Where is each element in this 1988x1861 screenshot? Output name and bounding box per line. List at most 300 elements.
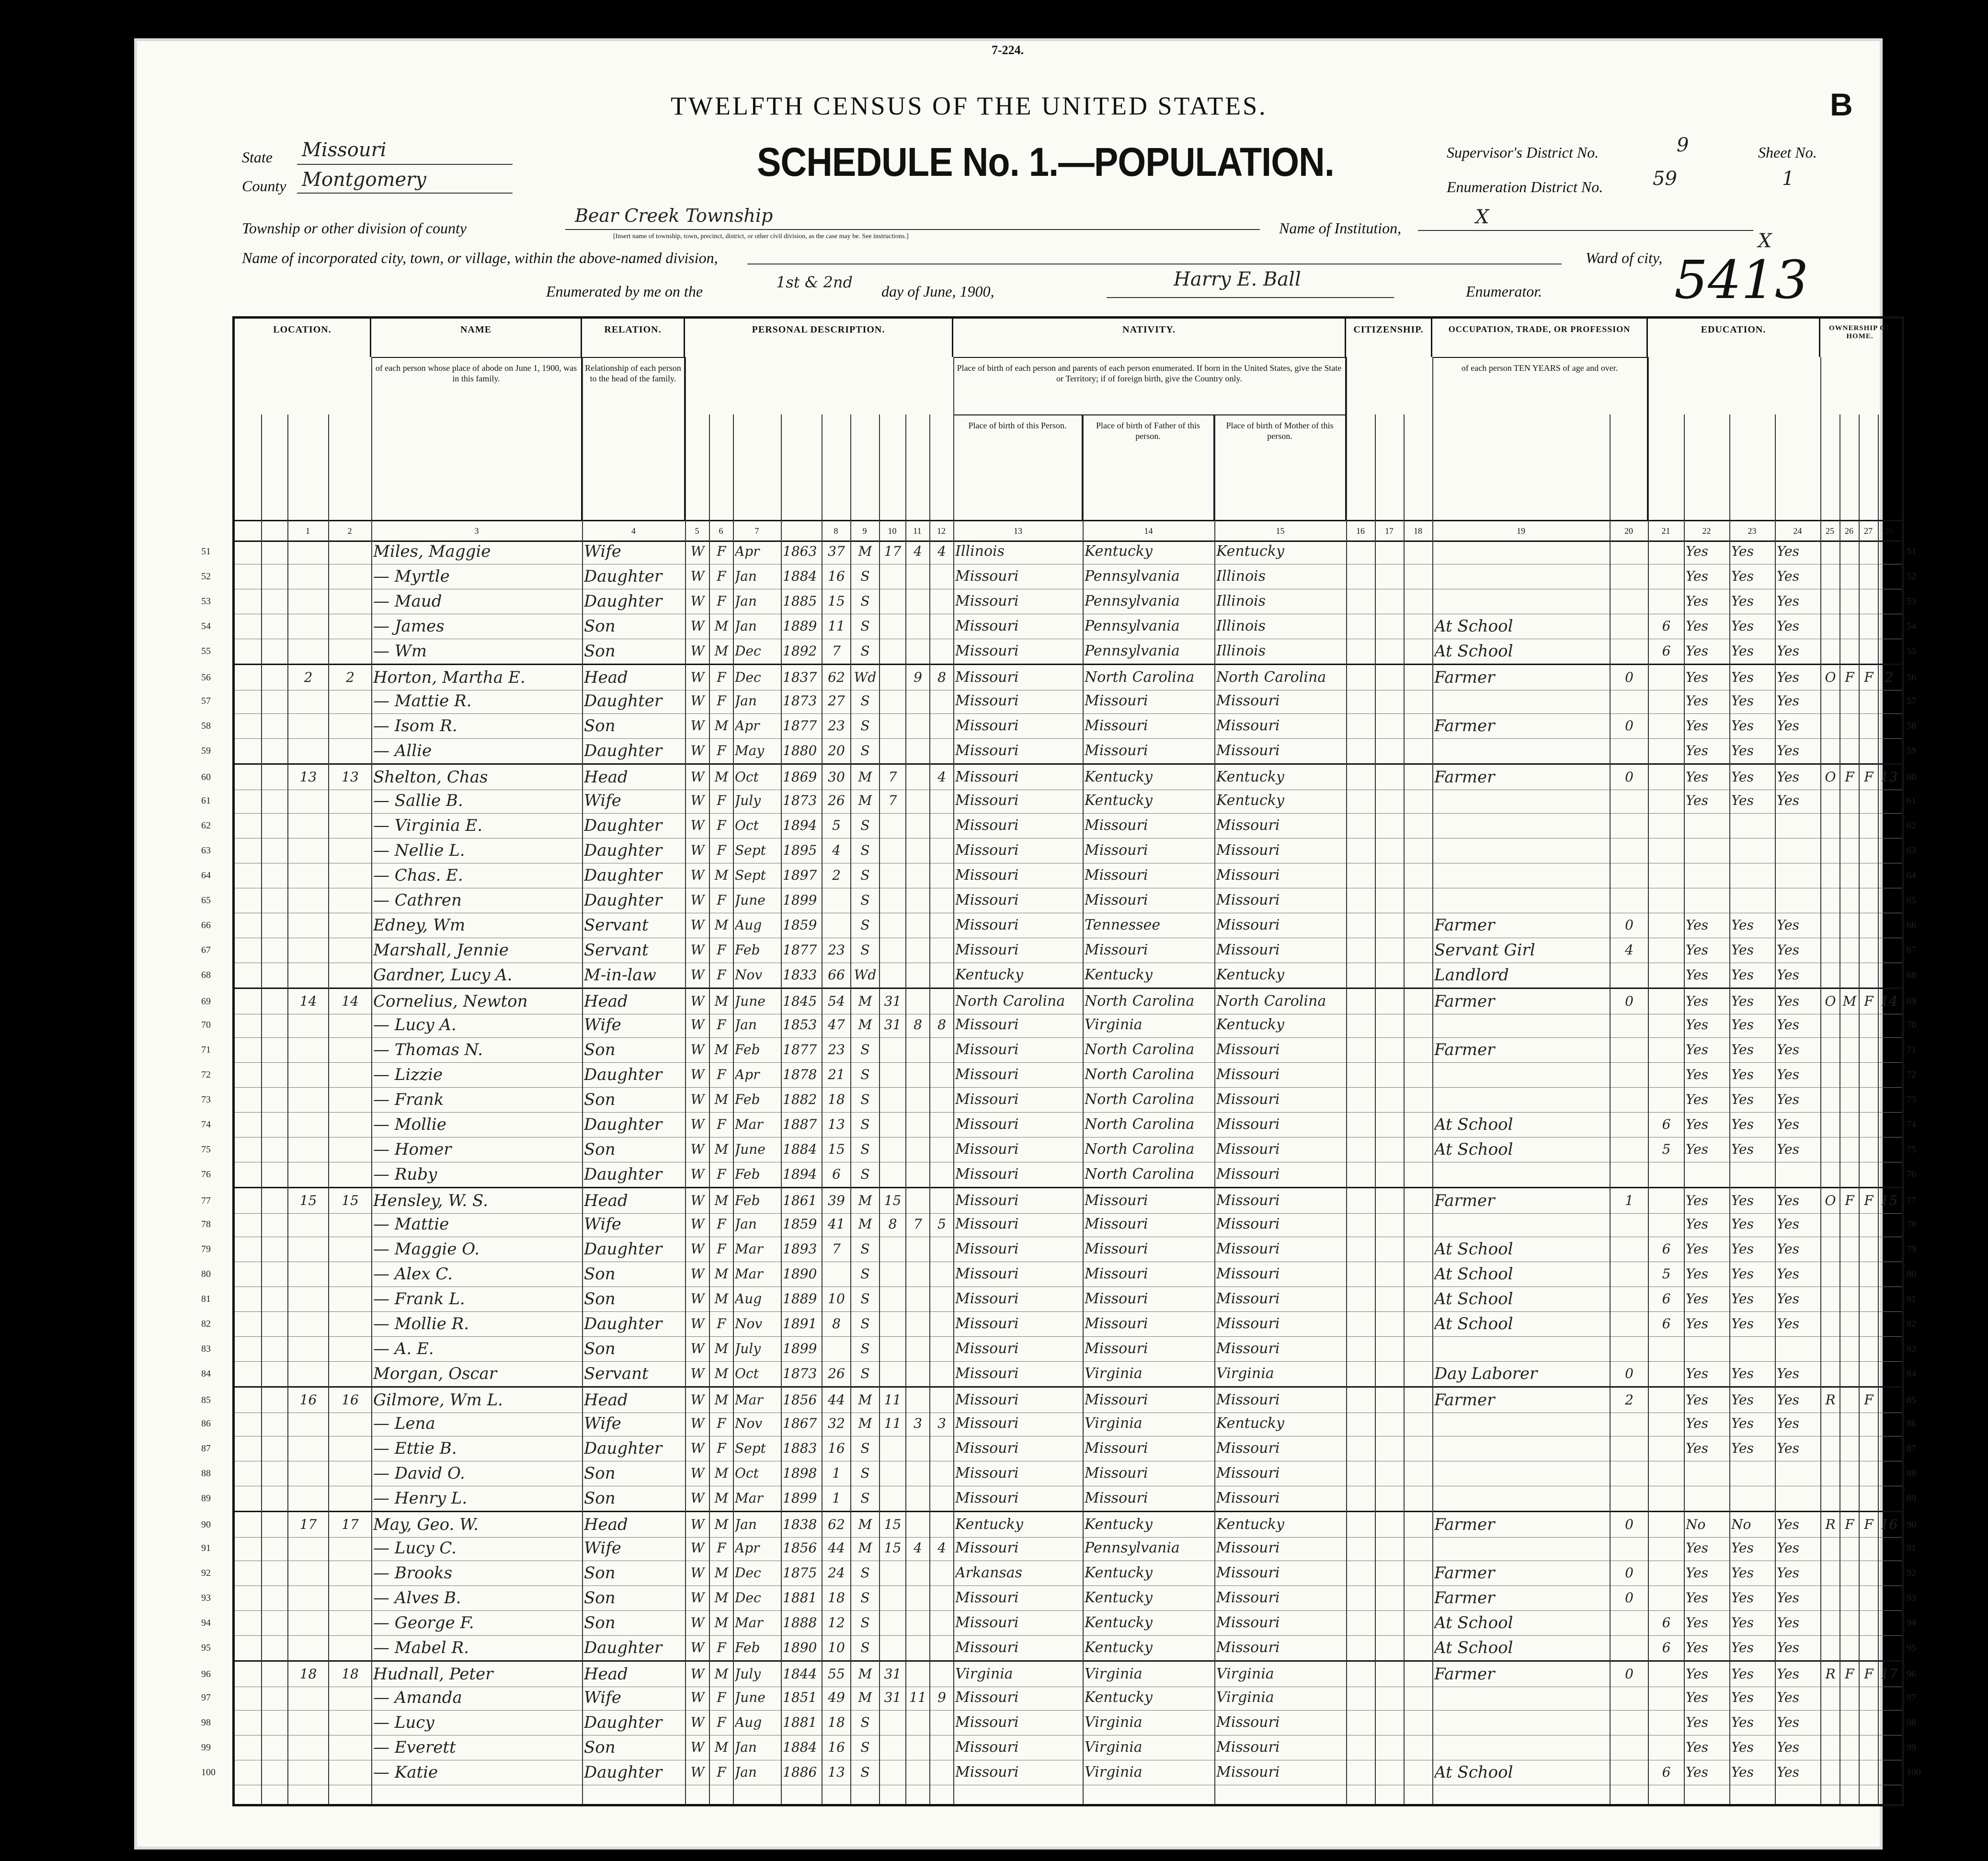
cell-relation: Son [584, 1140, 616, 1159]
cell-years-married [881, 689, 904, 713]
cell-father: Pennsylvania [1085, 568, 1180, 585]
cell-mother: Missouri [1216, 1066, 1280, 1083]
cell-name: Marshall, Jennie [373, 941, 509, 960]
cell-name: — Lucy A. [373, 1015, 457, 1034]
table-row [201, 988, 1916, 1014]
cell-birth: Missouri [955, 942, 1019, 958]
cell-farm [1861, 1037, 1877, 1062]
cell-dwelling [289, 1710, 327, 1735]
column-number: 14 [1144, 526, 1153, 536]
cell-english: Yes [1777, 1714, 1799, 1730]
cell-family [330, 713, 370, 738]
cell-schedule [1880, 1461, 1898, 1486]
cell-months [1611, 539, 1647, 564]
cell-family [330, 589, 370, 614]
cell-years-married [881, 665, 904, 690]
table-row [201, 1112, 1916, 1137]
cell-months: 0 [1625, 1565, 1634, 1581]
cell-birth: Missouri [955, 1589, 1019, 1606]
cell-sex: M [714, 1141, 729, 1157]
cell-family: 16 [342, 1392, 359, 1408]
line-number: 68 [201, 970, 211, 980]
cell-sex: F [717, 892, 726, 908]
cell-family [330, 1486, 370, 1511]
group-nativity: NATIVITY. [953, 319, 1346, 357]
cell-read: Yes [1686, 967, 1708, 983]
cell-occupation: At School [1434, 1763, 1513, 1782]
cell-write: Yes [1731, 568, 1754, 584]
cell-month: June [735, 993, 765, 1009]
group-location: LOCATION. [235, 319, 371, 357]
cell-dwelling [289, 1735, 327, 1760]
cell-sex: F [717, 1017, 726, 1033]
line-number-right: 92 [1907, 1568, 1916, 1578]
cell-free [1841, 1237, 1858, 1262]
line-number-right: 87 [1907, 1443, 1916, 1454]
archive-stamp: 5413 [1674, 249, 1808, 310]
cell-father: Missouri [1085, 817, 1148, 834]
cell-children [907, 689, 928, 713]
cell-schedule [1880, 713, 1898, 738]
cell-english: Yes [1777, 593, 1799, 609]
line-number: 53 [201, 596, 211, 607]
cell-relation: Head [584, 992, 628, 1011]
column-number: 3 [474, 526, 479, 536]
cell-marital: M [858, 1415, 872, 1431]
cell-family [330, 788, 370, 813]
cell-living [931, 689, 952, 713]
cell-age: 30 [828, 769, 845, 785]
cell-school [1650, 1162, 1683, 1187]
column-number: 11 [913, 526, 922, 536]
cell-age: 55 [828, 1666, 845, 1682]
cell-school: 6 [1662, 1764, 1671, 1780]
cell-birth: Missouri [955, 1241, 1019, 1257]
cell-age [823, 1336, 849, 1361]
cell-years-married [881, 1287, 904, 1311]
cell-dwelling [289, 539, 327, 564]
cell-schedule [1880, 1137, 1898, 1162]
cell-dwelling [289, 1610, 327, 1635]
cell-month: Nov [735, 1415, 763, 1431]
cell-months [1611, 1162, 1647, 1187]
cell-sex: F [717, 1415, 726, 1431]
cell-write: Yes [1731, 993, 1754, 1009]
cell-farm [1861, 564, 1877, 589]
table-row [201, 1212, 1916, 1237]
cell-marital: M [858, 1540, 872, 1556]
cell-father: Kentucky [1085, 1589, 1153, 1606]
line-number: 94 [201, 1618, 211, 1628]
cell-mother: Illinois [1216, 643, 1266, 659]
cell-years-married: 7 [888, 793, 897, 808]
cell-birth: Missouri [955, 1714, 1019, 1731]
cell-mother: Kentucky [1216, 966, 1284, 983]
cell-write: Yes [1731, 1316, 1754, 1332]
cell-dwelling [289, 1212, 327, 1237]
cell-birth: Missouri [955, 1265, 1019, 1282]
cell-age: 15 [828, 593, 845, 609]
cell-write: Yes [1731, 1216, 1754, 1232]
cell-school [1650, 589, 1683, 614]
cell-mother: North Carolina [1216, 669, 1326, 686]
cell-living [931, 1512, 952, 1537]
cell-schedule [1880, 639, 1898, 664]
cell-family [330, 1635, 370, 1660]
cell-farm [1861, 1361, 1877, 1386]
cell-color: W [690, 1017, 705, 1033]
cell-write [1731, 888, 1774, 913]
cell-read: Yes [1686, 942, 1708, 958]
cell-read: Yes [1686, 743, 1708, 758]
cell-months [1611, 614, 1647, 639]
cell-occupation [1434, 788, 1609, 813]
cell-read: Yes [1686, 917, 1708, 933]
table-row [201, 689, 1916, 714]
cell-months [1611, 1287, 1647, 1311]
cell-read: Yes [1686, 1216, 1708, 1232]
cell-own [1822, 1162, 1839, 1187]
cell-schedule [1880, 1287, 1898, 1311]
column-number: 25 [1826, 526, 1834, 536]
cell-write [1731, 1336, 1774, 1361]
table-row [201, 1486, 1916, 1511]
cell-sex: F [717, 568, 726, 584]
cell-free [1841, 1137, 1858, 1162]
cell-month: Feb [735, 1042, 760, 1057]
cell-mother: Virginia [1216, 1689, 1274, 1706]
cell-school [1650, 713, 1683, 738]
cell-year: 1859 [783, 1216, 817, 1232]
cell-family: 13 [342, 769, 359, 785]
cell-name: Cornelius, Newton [373, 992, 528, 1011]
cell-read: Yes [1686, 1739, 1708, 1755]
cell-own [1822, 1760, 1839, 1785]
cell-mother: Missouri [1216, 1739, 1280, 1756]
cell-name: — George F. [373, 1613, 474, 1632]
cell-father: Missouri [1085, 892, 1148, 908]
table-row [201, 539, 1916, 564]
cell-month: Apr [735, 1067, 760, 1082]
cell-color: W [690, 1465, 705, 1481]
cell-own: O [1825, 769, 1836, 785]
cell-own [1822, 1311, 1839, 1336]
cell-read [1686, 813, 1728, 838]
cell-marital: S [860, 1714, 870, 1730]
cell-family [330, 1012, 370, 1037]
cell-free [1841, 1361, 1858, 1386]
cell-age: 23 [828, 718, 845, 734]
cell-own: O [1825, 993, 1836, 1009]
cell-birth: Missouri [955, 1091, 1019, 1108]
line-number: 90 [201, 1519, 211, 1530]
table-row [201, 1361, 1916, 1387]
line-number-right: 61 [1907, 795, 1916, 806]
cell-living [931, 1585, 952, 1610]
column-divider [850, 414, 851, 1804]
cell-write [1731, 863, 1774, 888]
cell-schedule [1880, 1635, 1898, 1660]
cell-family [330, 1237, 370, 1262]
table-row [201, 1311, 1916, 1337]
cell-years-married: 17 [884, 543, 902, 559]
cell-living [931, 863, 952, 888]
cell-own [1822, 1411, 1839, 1436]
cell-family [330, 1087, 370, 1112]
line-number: 93 [201, 1593, 211, 1603]
line-number: 77 [201, 1195, 211, 1206]
cell-living [931, 639, 952, 664]
cell-children [907, 589, 928, 614]
cell-dwelling [289, 1137, 327, 1162]
cell-mother: Missouri [1216, 1564, 1280, 1581]
cell-relation: Head [584, 1515, 628, 1534]
cell-name: — Mattie [373, 1215, 449, 1234]
cell-living: 5 [937, 1216, 946, 1232]
cell-year: 1894 [783, 817, 817, 833]
cell-school [1650, 989, 1683, 1014]
cell-occupation: Farmer [1434, 1563, 1495, 1583]
cell-year: 1884 [783, 1141, 817, 1157]
cell-years-married [881, 713, 904, 738]
column-divider [1083, 414, 1084, 1804]
cell-sex: F [717, 842, 726, 858]
cell-years-married [881, 938, 904, 963]
cell-read: Yes [1686, 543, 1708, 559]
cell-color: W [690, 718, 705, 734]
cell-year: 1880 [783, 743, 817, 758]
line-number: 97 [201, 1692, 211, 1703]
cell-year: 1899 [783, 892, 817, 908]
cell-father: Missouri [1085, 1290, 1148, 1307]
cell-marital: S [860, 867, 870, 883]
cell-years-married [881, 1486, 904, 1511]
cell-english: Yes [1777, 1141, 1799, 1157]
cell-school [1650, 1536, 1683, 1561]
cell-dwelling [289, 1585, 327, 1610]
cell-children [907, 838, 928, 863]
cell-children: 4 [914, 1540, 922, 1556]
cell-schedule [1880, 1585, 1898, 1610]
cell-read: Yes [1686, 1316, 1708, 1332]
cell-years-married [881, 1112, 904, 1137]
line-number: 56 [201, 672, 211, 683]
cell-sex: M [714, 1490, 729, 1506]
cell-living [931, 913, 952, 938]
cell-children [907, 1512, 928, 1537]
cell-english: Yes [1777, 1540, 1799, 1556]
cell-schedule [1880, 1012, 1898, 1037]
cell-father: Missouri [1085, 1216, 1148, 1232]
cell-color: W [690, 1666, 705, 1682]
cell-own [1822, 1037, 1839, 1062]
column-divider [1432, 357, 1433, 1804]
cell-children [907, 1311, 928, 1336]
cell-father: Virginia [1085, 1739, 1143, 1756]
column-divider [1610, 414, 1611, 1804]
cell-father: North Carolina [1085, 993, 1195, 1010]
cell-birth: Missouri [955, 1141, 1019, 1158]
cell-schedule: 15 [1880, 1193, 1898, 1208]
cell-occupation [1434, 1162, 1609, 1187]
cell-year: 1856 [783, 1540, 817, 1556]
cell-month: Apr [735, 718, 760, 734]
cell-birth: Missouri [955, 1689, 1019, 1706]
cell-family [330, 1610, 370, 1635]
cell-free [1841, 1486, 1858, 1511]
cell-months [1611, 1012, 1647, 1037]
line-number-right: 91 [1907, 1543, 1916, 1553]
cell-months [1611, 788, 1647, 813]
cell-english: Yes [1777, 942, 1799, 958]
cell-read [1686, 1461, 1728, 1486]
cell-read: Yes [1686, 1615, 1708, 1631]
cell-write: Yes [1731, 917, 1754, 933]
cell-years-married [881, 838, 904, 863]
line-number: 54 [201, 621, 211, 632]
cell-dwelling [289, 1760, 327, 1785]
cell-school [1650, 813, 1683, 838]
column-divider [953, 357, 954, 1804]
cell-marital: S [860, 1366, 870, 1381]
cell-school [1650, 1336, 1683, 1361]
cell-name: — Lucy [373, 1713, 434, 1732]
cell-free [1841, 1536, 1858, 1561]
cell-write: Yes [1731, 1017, 1754, 1033]
cell-family [330, 813, 370, 838]
cell-months [1611, 1710, 1647, 1735]
cell-farm [1861, 1561, 1877, 1585]
cell-dwelling [289, 1436, 327, 1461]
cell-years-married [881, 564, 904, 589]
cell-family [330, 1760, 370, 1785]
cell-relation: Son [584, 1489, 616, 1508]
cell-marital: S [860, 1590, 870, 1606]
cell-living [931, 1486, 952, 1511]
cell-children [907, 1710, 928, 1735]
cell-farm: F [1864, 993, 1874, 1009]
cell-family: 17 [342, 1516, 359, 1532]
line-number: 72 [201, 1069, 211, 1080]
cell-read: Yes [1686, 1714, 1708, 1730]
cell-write [1731, 838, 1774, 863]
cell-free: F [1845, 769, 1854, 785]
cell-sex: F [717, 1316, 726, 1332]
cell-birth: Missouri [955, 1192, 1019, 1209]
group-education: EDUCATION. [1648, 319, 1820, 357]
cell-english: Yes [1777, 993, 1799, 1009]
cell-sex: M [714, 618, 729, 634]
cell-name: Morgan, Oscar [373, 1364, 497, 1383]
cell-free [1841, 713, 1858, 738]
cell-color: W [690, 1216, 705, 1232]
column-number: 15 [1276, 526, 1285, 536]
cell-own [1822, 1087, 1839, 1112]
cell-mother: Illinois [1216, 618, 1266, 634]
cell-schedule [1880, 1237, 1898, 1262]
cell-age: 18 [828, 1590, 845, 1606]
cell-children [907, 1188, 928, 1213]
cell-english: Yes [1777, 543, 1799, 559]
cell-children [907, 1237, 928, 1262]
cell-birth: Missouri [955, 618, 1019, 634]
cell-living [931, 1062, 952, 1087]
schedule-title: SCHEDULE No. 1.—POPULATION. [757, 139, 1334, 184]
cell-farm: F [1864, 669, 1874, 685]
cell-age: 26 [828, 1366, 845, 1381]
cell-write: Yes [1731, 1739, 1754, 1755]
cell-living: 3 [937, 1415, 946, 1431]
group-ownership: OWNERSHIP OF HOME. [1828, 324, 1891, 340]
cell-relation: Servant [584, 1364, 649, 1383]
cell-years-married [881, 963, 904, 988]
cell-father: Missouri [1085, 842, 1148, 859]
cell-months [1611, 689, 1647, 713]
cell-name: — Mattie R. [373, 691, 472, 711]
line-number: 78 [201, 1219, 211, 1229]
cell-years-married [881, 913, 904, 938]
cell-color: W [690, 1615, 705, 1631]
cell-year: 1877 [783, 1042, 817, 1057]
cell-family [330, 913, 370, 938]
line-number-right: 86 [1907, 1418, 1916, 1429]
cell-relation: M-in-law [584, 965, 656, 985]
cell-age [823, 1262, 849, 1287]
cell-age: 41 [828, 1216, 845, 1232]
cell-children [907, 1388, 928, 1413]
cell-own [1822, 1137, 1839, 1162]
cell-school [1650, 963, 1683, 988]
cell-occupation [1434, 1087, 1609, 1112]
cell-occupation: At School [1434, 1115, 1513, 1134]
cell-free: F [1845, 1516, 1854, 1532]
cell-english [1777, 813, 1819, 838]
cell-farm: F [1864, 1666, 1874, 1682]
cell-month: Aug [735, 917, 762, 933]
cell-marital: M [858, 543, 872, 559]
cell-years-married: 8 [888, 1216, 897, 1232]
cell-dwelling: 14 [299, 993, 317, 1009]
cell-marital: S [860, 1091, 870, 1107]
cell-years-married: 7 [888, 769, 897, 785]
cell-free [1841, 888, 1858, 913]
cell-birth: Missouri [955, 1216, 1019, 1232]
cell-read: Yes [1686, 593, 1708, 609]
cell-family: 18 [342, 1666, 359, 1682]
cell-mother: Missouri [1216, 942, 1280, 958]
cell-marital: S [860, 917, 870, 933]
line-number: 98 [201, 1717, 211, 1728]
cell-schedule [1880, 838, 1898, 863]
cell-month: Aug [735, 1714, 762, 1730]
cell-living [931, 1662, 952, 1687]
cell-mother: Missouri [1216, 1290, 1280, 1307]
cell-color: W [690, 793, 705, 808]
cell-months [1611, 1685, 1647, 1710]
cell-schedule [1880, 689, 1898, 713]
cell-school [1650, 1710, 1683, 1735]
cell-living [931, 564, 952, 589]
cell-relation: Wife [584, 1539, 621, 1558]
cell-birth: Missouri [955, 769, 1019, 785]
line-number-right: 73 [1907, 1094, 1916, 1105]
cell-own [1822, 1112, 1839, 1137]
cell-birth: Missouri [955, 1490, 1019, 1506]
cell-father: Missouri [1085, 692, 1148, 709]
cell-schedule [1880, 1610, 1898, 1635]
cell-school [1650, 1436, 1683, 1461]
column-number: 22 [1702, 526, 1711, 536]
